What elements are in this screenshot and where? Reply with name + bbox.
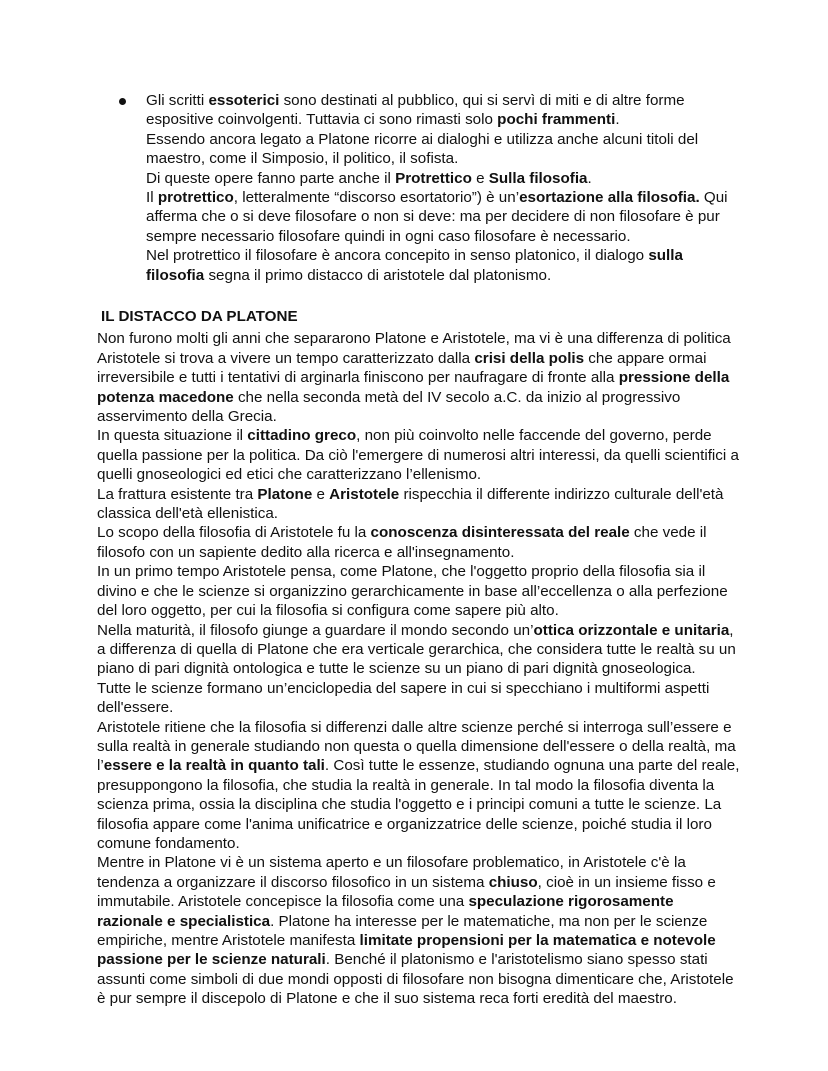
text-line xyxy=(97,582,737,601)
text-run: , non più coinvolto nelle faccende del governo, perde xyxy=(356,427,712,445)
text-run: comune fondamento. xyxy=(97,834,240,852)
bold-text: conoscenza disinteressata del reale xyxy=(370,524,630,542)
text-run: . xyxy=(587,169,592,187)
text-run: afferma che o si deve filosofare o non si deve: ma per decidere di non filosofare è pur xyxy=(146,208,720,226)
text-run: l’ xyxy=(97,757,104,775)
text-run: e xyxy=(312,485,330,503)
text-line xyxy=(97,349,737,368)
text-run: , xyxy=(729,621,734,639)
text-line xyxy=(97,407,737,426)
text-line xyxy=(146,227,746,246)
bold-text: essere e la realtà in quanto tali xyxy=(103,757,325,775)
text-run: In questa situazione il xyxy=(97,427,248,445)
text-line xyxy=(97,756,740,775)
text-run: empiriche, mentre Aristotele manifesta xyxy=(97,932,360,949)
text-line xyxy=(146,266,746,285)
bold-text: protrettico xyxy=(157,189,234,207)
text-run: che nella seconda metà del IV secolo a.C. da inizio al progressivo xyxy=(233,388,681,406)
text-run: e xyxy=(471,169,489,187)
text-run: scienza prima, ossia la disciplina che studia l'oggetto e i principi comuni a tutte le scienze. La xyxy=(97,796,722,814)
bold-text: chiuso xyxy=(488,873,538,891)
text-line xyxy=(97,446,737,465)
text-line xyxy=(97,950,737,969)
text-run: . Platone ha interesse per le matematiche, ma non per le scienze xyxy=(270,912,708,930)
text-line xyxy=(146,149,746,168)
section-body xyxy=(97,329,740,1008)
text-run: sono destinati al pubblico, qui si servì di miti e di altre forme xyxy=(279,92,685,109)
text-run: che vede il xyxy=(629,524,707,542)
bold-text: ottica orizzontale e unitaria xyxy=(533,621,730,639)
text-run: tendenza a organizzare il discorso filosofico in un sistema xyxy=(97,873,489,891)
text-run: Aristotele si trova a vivere un tempo caratterizzato dalla xyxy=(97,349,475,367)
text-run: asservimento della Grecia. xyxy=(97,408,277,426)
bold-text: pochi frammenti xyxy=(497,111,616,129)
bold-text: Protrettico xyxy=(395,169,472,187)
text-run: . Così tutte le essenze, studiando ognuna una parte del reale, xyxy=(324,757,740,775)
text-line xyxy=(97,795,737,814)
text-run: Qui xyxy=(699,189,728,207)
bold-text: Sulla filosofia xyxy=(488,169,588,187)
text-line xyxy=(97,426,737,445)
bold-text: Aristotele xyxy=(329,485,400,503)
text-run: maestro, come il Simposio, il politico, il sofista. xyxy=(146,150,459,168)
bold-text: Platone xyxy=(257,485,313,503)
bold-text: essoterici xyxy=(208,92,280,109)
text-run: Mentre in Platone vi è un sistema aperto e un filosofare problematico, in Aristotele c'è la xyxy=(97,854,686,872)
text-run: Nella maturità, il filosofo giunge a guardare il mondo secondo un’ xyxy=(97,621,534,639)
text-line xyxy=(97,718,737,737)
text-run: Non furono molti gli anni che separarono Platone e Aristotele, ma vi è una differenza di politica xyxy=(97,330,731,348)
text-run: classica dell'età ellenistica. xyxy=(97,505,279,523)
bold-text: pressione della xyxy=(618,369,730,387)
text-line xyxy=(146,130,746,149)
text-run: dell'essere. xyxy=(97,699,174,717)
text-line xyxy=(97,601,737,620)
bold-text: crisi della polis xyxy=(474,349,585,367)
text-run: La frattura esistente tra xyxy=(97,485,258,503)
text-run: Aristotele ritiene che la filosofia si differenzi dalle altre scienze perché si interroga sull’essere e xyxy=(97,718,732,736)
text-run: . xyxy=(615,111,620,129)
text-line xyxy=(97,621,737,640)
text-run: a differenza di quella di Platone che era verticale gerarchica, che considera tutte le realtà su un xyxy=(97,640,736,658)
text-line xyxy=(97,388,737,407)
text-run: irreversibile e tutti i tentativi di arginarla finiscono per naufragare di fronte alla xyxy=(97,369,619,387)
text-line xyxy=(97,892,737,911)
text-run: che appare ormai xyxy=(584,349,707,367)
text-run: Essendo ancora legato a Platone ricorre ai dialoghi e utilizza anche alcuni titoli del xyxy=(146,130,699,148)
text-run: quelli gnoseologici ed etici che caratterizzano l’ellenismo. xyxy=(97,466,482,484)
bold-text: esortazione alla filosofia. xyxy=(519,189,700,207)
text-run: Il xyxy=(146,189,158,207)
text-line xyxy=(97,523,737,542)
bold-text: filosofia xyxy=(146,266,205,284)
bold-text: passione per le scienze naturali xyxy=(97,951,326,969)
text-run: In un primo tempo Aristotele pensa, come Platone, che l'oggetto proprio della filosofia sia il xyxy=(97,563,706,581)
text-line xyxy=(97,679,737,698)
text-run: immutabile. Aristotele concepisce la filosofia come una xyxy=(97,893,469,911)
text-line xyxy=(97,912,737,931)
text-line xyxy=(97,853,737,872)
bold-text: speculazione rigorosamente xyxy=(468,893,674,911)
text-line xyxy=(97,465,737,484)
text-run: Gli scritti xyxy=(146,92,209,109)
text-line xyxy=(146,207,746,226)
bullet-point-icon xyxy=(119,98,126,105)
text-run: filosofo con un sapiente dedito alla ricerca e all'insegnamento. xyxy=(97,543,515,561)
text-line xyxy=(97,989,737,1008)
text-line xyxy=(97,485,737,504)
text-line xyxy=(97,659,737,678)
text-run: sempre necessario filosofare quindi in ogni caso filosofare è necessario. xyxy=(146,227,631,245)
text-run: espositive coinvolgenti. Tuttavia ci sono rimasti solo xyxy=(146,111,498,129)
text-run: Nel protrettico il filosofare è ancora concepito in senso platonico, il dialogo xyxy=(146,247,649,265)
text-run: segna il primo distacco di aristotele dal platonismo. xyxy=(204,266,552,284)
text-line xyxy=(97,970,737,989)
bold-text: razionale e specialistica xyxy=(97,912,271,930)
text-run: sulla realtà in generale studiando non questa o quella dimensione dell'essere o della realtà, ma xyxy=(97,737,736,755)
bullet-paragraph xyxy=(146,91,746,285)
text-line xyxy=(146,110,746,129)
text-line xyxy=(97,815,737,834)
text-line xyxy=(97,504,737,523)
text-line xyxy=(97,368,737,387)
text-line xyxy=(146,169,746,188)
text-line xyxy=(146,188,746,207)
text-run: presuppongono la filosofia, che studia la realtà in generale. In tal modo la filosofia diventa la xyxy=(97,776,715,794)
text-line xyxy=(97,873,737,892)
text-run: Tutte le scienze formano un’enciclopedia del sapere in cui si specchiano i multiformi aspetti xyxy=(97,679,710,697)
text-line xyxy=(97,834,737,853)
text-line xyxy=(97,698,737,717)
text-line xyxy=(97,562,737,581)
text-run: . Benché il platonismo e l'aristotelismo siano spesso stati xyxy=(325,951,708,969)
text-run: assunti come simboli di due mondi opposti di filosofare non bisogna dimenticare che, Aristotele xyxy=(97,970,734,988)
bold-text: potenza macedone xyxy=(97,388,234,406)
text-run: rispecchia il differente indirizzo culturale dell'età xyxy=(399,485,724,503)
text-line xyxy=(97,640,737,659)
text-run: , cioè in un insieme fisso e xyxy=(537,873,716,891)
bold-text: sulla xyxy=(648,247,683,265)
text-run: divino e che le scienze si organizzino gerarchicamente in base all’eccellenza o alla perfezione xyxy=(97,582,728,600)
bold-text: cittadino greco xyxy=(247,427,357,445)
section-distacco-da-platone xyxy=(97,307,740,1009)
text-run: filosofia appare come l'anima unificatrice e organizzatrice delle scienze, poiché studia il loro xyxy=(97,815,712,833)
text-line xyxy=(97,329,737,348)
bold-text: limitate propensioni per la matematica e notevole xyxy=(359,932,716,949)
text-line xyxy=(97,737,737,756)
text-run: Di queste opere fanno parte anche il xyxy=(146,169,396,187)
text-run: quella passione per la politica. Da ciò l'emergere di numerosi altri interessi, da quelli scientifici a xyxy=(97,446,739,464)
text-line xyxy=(146,246,746,265)
text-run: è pur sempre il discepolo di Platone e che il suo sistema reca forti eredità del maestro. xyxy=(97,990,677,1008)
text-line xyxy=(97,776,737,795)
text-run: , letteralmente “discorso esortatorio”) è un’ xyxy=(233,189,520,207)
text-line xyxy=(97,543,737,562)
text-run: Lo scopo della filosofia di Aristotele fu la xyxy=(97,524,371,542)
section-heading: IL DISTACCO DA PLATONE xyxy=(101,308,298,325)
text-line xyxy=(146,91,746,110)
text-line xyxy=(97,931,737,950)
text-run: del loro oggetto, per cui la filosofia si configura come sapere più alto. xyxy=(97,602,559,620)
text-run: piano di pari dignità ontologica e tutte le scienze su un piano di pari dignità gnoseologica. xyxy=(97,660,696,678)
